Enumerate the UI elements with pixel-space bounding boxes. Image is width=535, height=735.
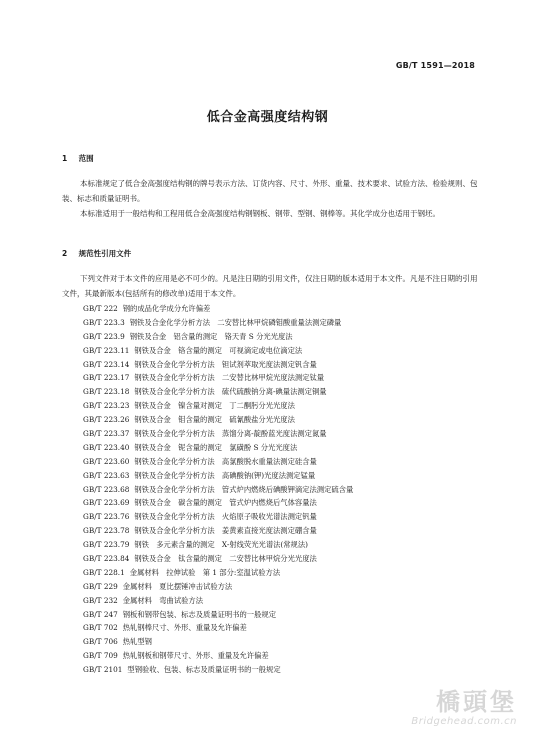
reference-title: 金属材料 拉伸试验 第 1 部分:室温试验方法 bbox=[129, 567, 281, 577]
section-1-title: 范围 bbox=[78, 154, 94, 163]
document-title: 低合金高强度结构钢 bbox=[206, 110, 329, 125]
reference-code: GB/T 223.18 bbox=[83, 387, 130, 397]
reference-item bbox=[83, 358, 353, 372]
reference-title: 金属材料 夏比摆锤冲击试验方法 bbox=[122, 581, 233, 591]
reference-item bbox=[83, 413, 353, 427]
reference-item bbox=[83, 566, 353, 580]
section-2-heading bbox=[62, 248, 131, 259]
reference-code: GB/T 223.3 bbox=[83, 317, 125, 327]
section-1-number: 1 bbox=[62, 154, 68, 163]
reference-code: GB/T 223.60 bbox=[83, 456, 130, 466]
reference-code: GB/T 223.76 bbox=[83, 512, 130, 522]
watermark bbox=[411, 688, 517, 727]
reference-title: 钢铁及合金 碳含量的测定 管式炉内燃烧后气体容量法 bbox=[134, 498, 317, 508]
reference-item bbox=[83, 663, 353, 677]
reference-code: GB/T 223.9 bbox=[83, 331, 125, 341]
reference-code: GB/T 223.63 bbox=[83, 470, 130, 480]
reference-code: GB/T 223.26 bbox=[83, 415, 130, 425]
reference-item bbox=[83, 455, 353, 469]
reference-item bbox=[83, 621, 353, 635]
reference-title: 钢铁及合金 钼含量的测定 硫氰酸盐分光光度法 bbox=[134, 415, 295, 425]
reference-item bbox=[83, 594, 353, 608]
reference-item bbox=[83, 302, 353, 316]
section-1-heading bbox=[62, 153, 94, 164]
reference-title: 钢的成品化学成分允许偏差 bbox=[122, 304, 211, 313]
reference-title: 热轧型钢 bbox=[122, 637, 152, 647]
reference-title: 钢铁及合金化学分析方法 蒸馏分离-靛酚蓝光度法测定氮量 bbox=[134, 429, 327, 439]
reference-title: 钢铁及合金化学分析方法 火焰原子吸收光谱法测定钒量 bbox=[134, 512, 317, 522]
reference-title: 钢铁及合金化学分析方法 高氯酸脱水重量法测定硅含量 bbox=[134, 456, 317, 466]
section-2-number: 2 bbox=[62, 249, 68, 258]
reference-title: 钢铁及合金 镍含量对测定 丁二酮肟分光光度法 bbox=[134, 401, 295, 411]
reference-item bbox=[83, 344, 353, 358]
reference-item bbox=[83, 608, 353, 622]
watermark-url: Bridgehead.com.cn bbox=[411, 716, 517, 727]
reference-title: 钢铁及合金化学分析方法 二安替比林甲烷磷钼酸重量法测定磷量 bbox=[129, 317, 342, 327]
reference-code: GB/T 223.14 bbox=[83, 359, 130, 369]
section-1-paragraph-2: 本标准适用于一般结构和工程用低合金高强度结构钢钢板、钢带、型钢、钢棒等。其化学成分也适用于钢坯。 bbox=[80, 209, 440, 218]
reference-item bbox=[83, 399, 353, 413]
reference-title: 钢铁 多元素含量的测定 X-射线荧光光谱法(常规法) bbox=[134, 540, 308, 550]
reference-code: GB/T 223.84 bbox=[83, 554, 130, 564]
reference-title: 热轧钢板和钢带尺寸、外形、重量及允许偏差 bbox=[122, 651, 269, 661]
reference-item bbox=[83, 649, 353, 663]
reference-title: 钢板和钢带包装、标志及质量证明书的一般规定 bbox=[122, 609, 276, 619]
reference-code: GB/T 702 bbox=[83, 623, 118, 633]
reference-code: GB/T 709 bbox=[83, 651, 118, 661]
reference-title: 钢铁及合金化学分析方法 姜黄素直接光度法测定硼含量 bbox=[134, 526, 317, 536]
reference-code: GB/T 223.23 bbox=[83, 401, 130, 411]
reference-item bbox=[83, 552, 353, 566]
reference-item bbox=[83, 371, 353, 385]
reference-item bbox=[83, 469, 353, 483]
reference-title: 热轧钢棒尺寸、外形、重量及允许偏差 bbox=[122, 623, 247, 633]
reference-item bbox=[83, 441, 353, 455]
reference-title: 钢铁及合金 铬含量的测定 可视滴定或电位滴定法 bbox=[134, 345, 303, 355]
reference-item bbox=[83, 524, 353, 538]
reference-item bbox=[83, 580, 353, 594]
section-1-paragraph-1: 本标准规定了低合金高强度结构钢的牌号表示方法、订货内容、尺寸、外形、重量、技术要求、试验方法、检验规则、包装、标志和质量证明书。 bbox=[62, 179, 478, 203]
reference-title: 金属材料 弯曲试验方法 bbox=[122, 595, 204, 605]
reference-title: 钢铁及合金化学分析方法 管式炉内燃烧后碘酸钾滴定法测定硫含量 bbox=[134, 484, 354, 494]
reference-item bbox=[83, 538, 353, 552]
reference-code: GB/T 706 bbox=[83, 637, 118, 647]
watermark-logo: 橋頭堡 bbox=[436, 687, 517, 716]
reference-code: GB/T 228.1 bbox=[83, 567, 125, 577]
section-2-intro: 下列文件对于本文件的应用是必不可少的。凡是注日期的引用文件，仅注日期的版本适用于本文件。凡是不注日期的引用文件，其最新版本(包括所有的修改单)适用于本文件。 bbox=[62, 274, 478, 298]
reference-title: 钢铁及合金化学分析方法 硫代硫酸钠分离-碘量法测定铜量 bbox=[134, 387, 327, 397]
references-list bbox=[83, 302, 353, 677]
reference-item bbox=[83, 330, 353, 344]
reference-item bbox=[83, 385, 353, 399]
reference-item bbox=[83, 427, 353, 441]
reference-code: GB/T 223.11 bbox=[83, 345, 130, 355]
standard-code: GB/T 1591—2018 bbox=[395, 61, 475, 70]
reference-item bbox=[83, 496, 353, 510]
reference-item bbox=[83, 316, 353, 330]
reference-code: GB/T 2101 bbox=[83, 665, 123, 675]
reference-code: GB/T 223.17 bbox=[83, 373, 130, 383]
reference-item bbox=[83, 483, 353, 497]
reference-code: GB/T 223.78 bbox=[83, 526, 130, 536]
reference-code: GB/T 223.69 bbox=[83, 498, 130, 508]
reference-title: 钢铁及合金 钛含量的测定 二安替比林甲烷分光光度法 bbox=[134, 554, 317, 564]
reference-title: 钢铁及合金化学分析方法 二安替比林甲烷光度法测定钛量 bbox=[134, 373, 325, 383]
reference-title: 型钢验收、包装、标志及质量证明书的一般规定 bbox=[127, 665, 281, 675]
reference-title: 钢铁及合金化学分析方法 高碘酸钠(钾)光度法测定锰量 bbox=[134, 470, 316, 480]
reference-code: GB/T 229 bbox=[83, 581, 118, 591]
section-2-title: 规范性引用文件 bbox=[78, 249, 132, 258]
reference-code: GB/T 223.68 bbox=[83, 484, 130, 494]
reference-code: GB/T 232 bbox=[83, 595, 118, 605]
reference-item bbox=[83, 510, 353, 524]
reference-code: GB/T 223.37 bbox=[83, 429, 130, 439]
reference-code: GB/T 247 bbox=[83, 609, 118, 619]
reference-code: GB/T 222 bbox=[83, 304, 118, 313]
reference-title: 钢铁及合金 铝含量的测定 铬天青 S 分光光度法 bbox=[129, 331, 293, 341]
reference-code: GB/T 223.40 bbox=[83, 442, 130, 452]
reference-title: 钢铁及合金化学分析方法 钽试剂萃取光度法测定钒含量 bbox=[134, 359, 317, 369]
reference-code: GB/T 223.79 bbox=[83, 540, 130, 550]
reference-title: 钢铁及合金 铌含量的测定 氯磺酚 S 分光光度法 bbox=[134, 442, 298, 452]
reference-item bbox=[83, 635, 353, 649]
